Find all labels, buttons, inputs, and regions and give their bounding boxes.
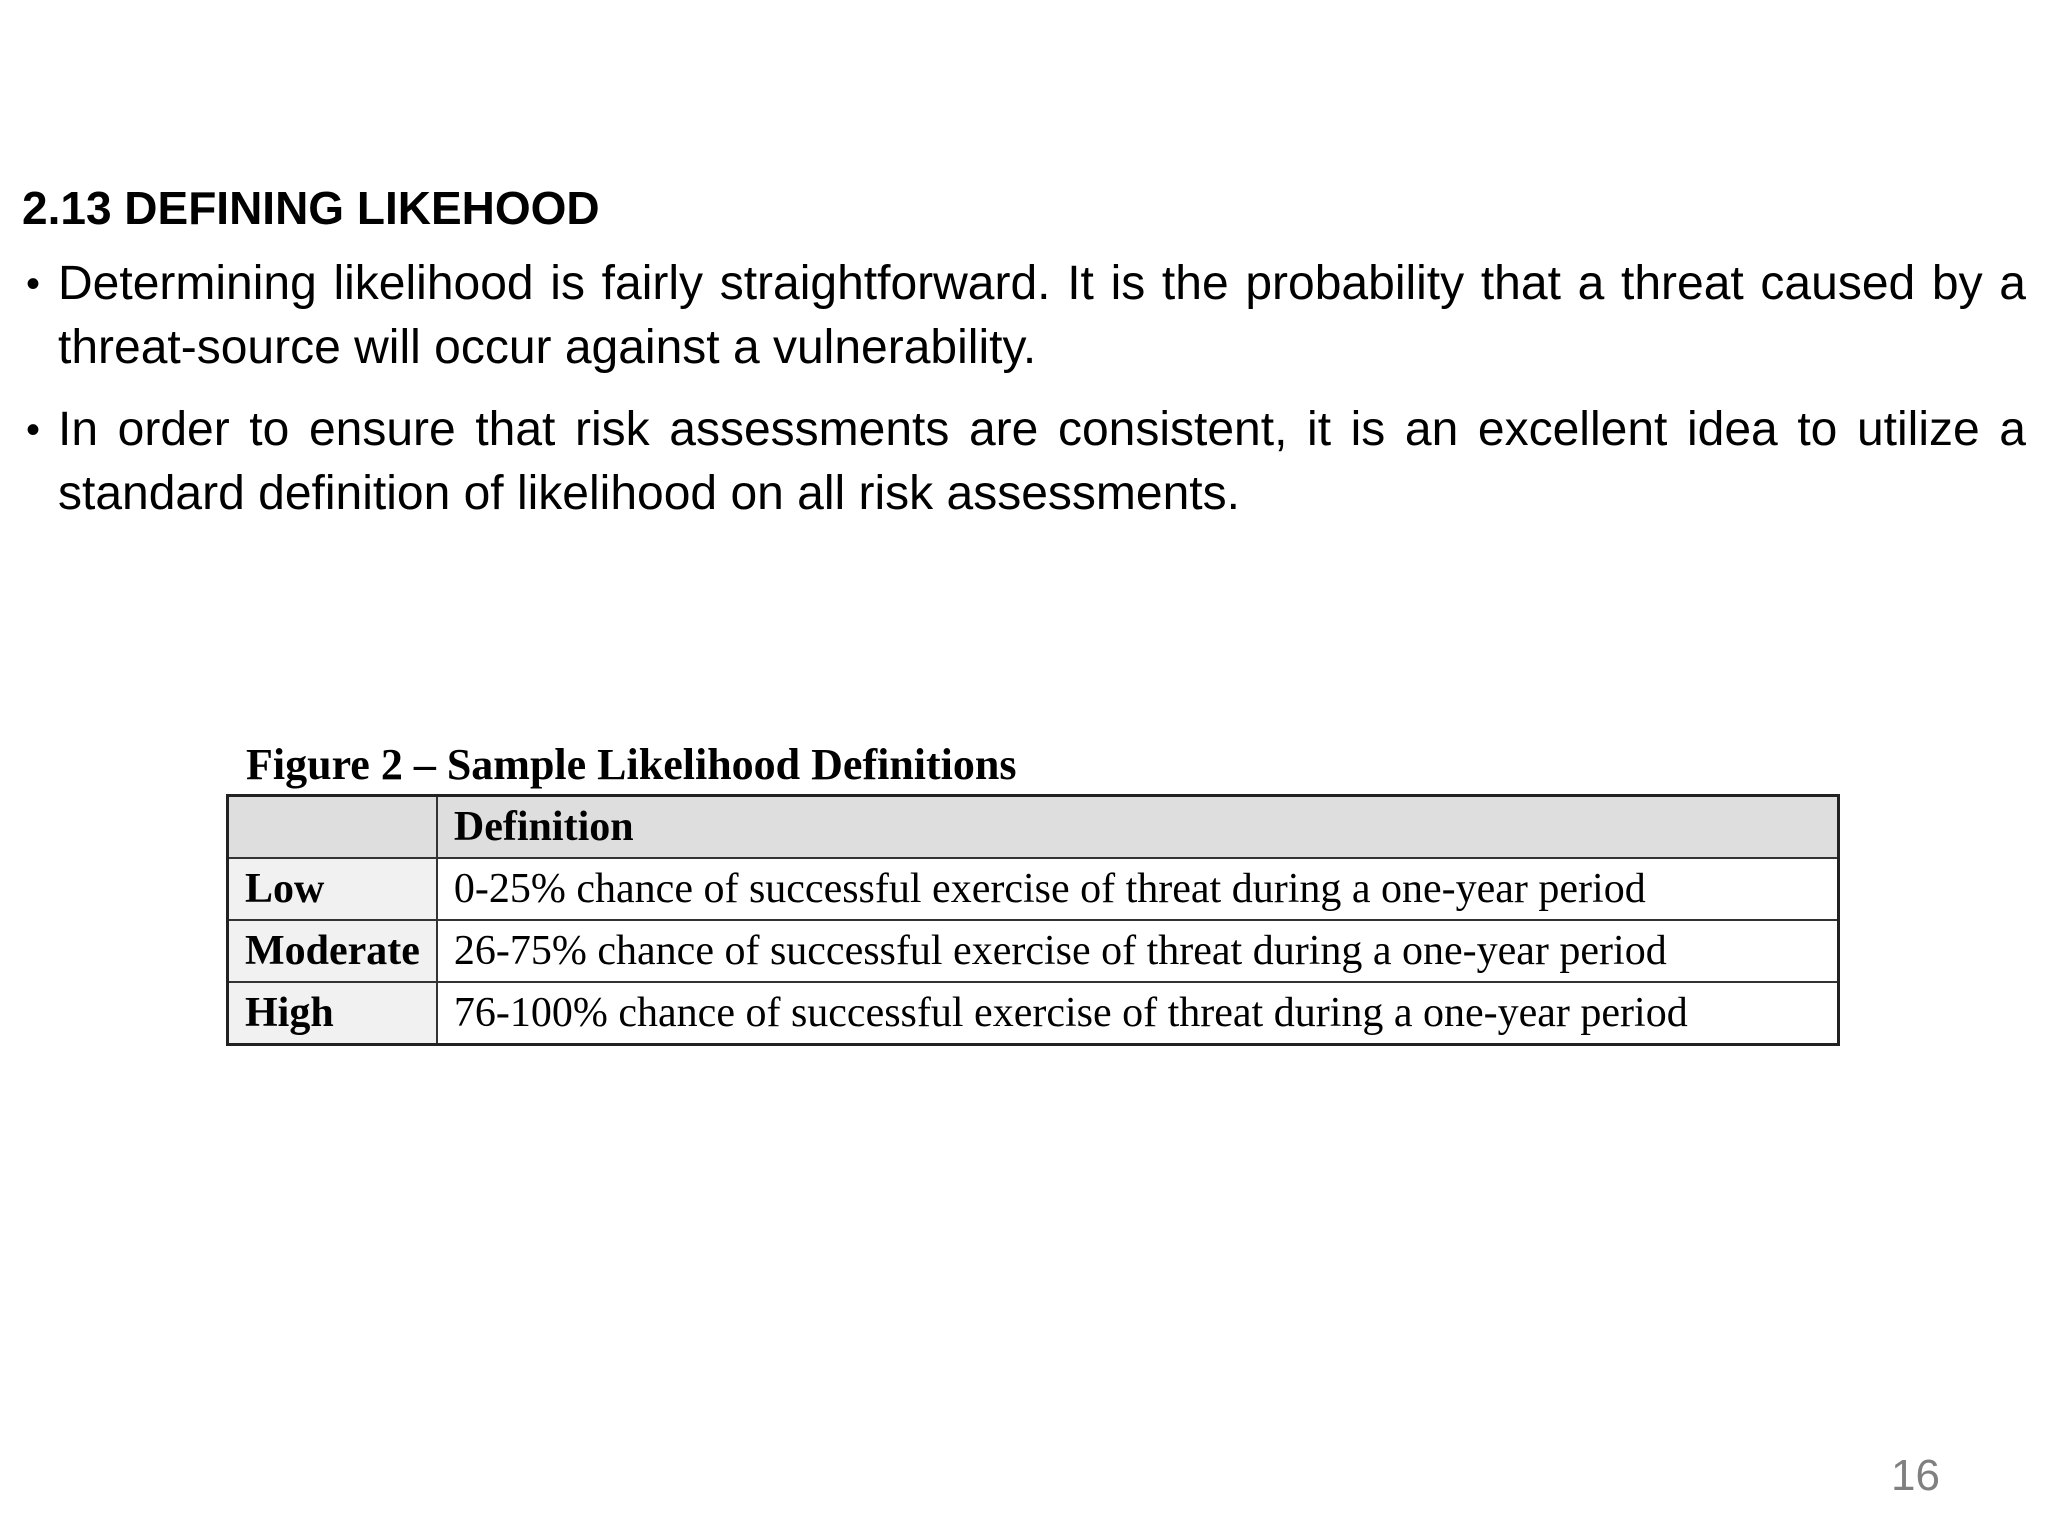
table-row — [228, 920, 1839, 982]
bullet-item-standard-definition — [22, 398, 2026, 526]
definition-cell: 26-75% chance of successful exercise of threat during a one-year period — [437, 920, 1839, 982]
level-cell: High — [228, 982, 437, 1045]
bullet-text: In order to ensure that risk assessments are consistent, it is an excellent idea to utilize a standard definition of likelihood on all risk assessments. — [58, 403, 2026, 520]
table-row — [228, 982, 1839, 1045]
definition-cell: 0-25% chance of successful exercise of threat during a one-year period — [437, 858, 1839, 920]
table-header-row — [228, 796, 1839, 859]
header-definition-cell: Definition — [437, 796, 1839, 859]
level-cell: Low — [228, 858, 437, 920]
bullet-list — [22, 252, 2026, 544]
definition-cell: 76-100% chance of successful exercise of threat during a one-year period — [437, 982, 1839, 1045]
slide-heading: 2.13 DEFINING LIKEHOOD — [22, 182, 600, 234]
bullet-text: Determining likelihood is fairly straightforward. It is the probability that a threat caused by a threat-source will occur against a vulnerability. — [58, 257, 2026, 374]
likelihood-definitions-table — [226, 794, 1840, 1046]
page-number: 16 — [1891, 1451, 1940, 1500]
bullet-dot-icon: • — [26, 408, 41, 452]
bullet-item-likelihood-definition — [22, 252, 2026, 380]
bullet-dot-icon: • — [26, 262, 41, 306]
table-row — [228, 858, 1839, 920]
level-cell: Moderate — [228, 920, 437, 982]
header-level-cell — [228, 796, 437, 859]
figure-caption: Figure 2 – Sample Likelihood Definitions — [246, 740, 1017, 789]
likelihood-figure — [226, 736, 1840, 1046]
